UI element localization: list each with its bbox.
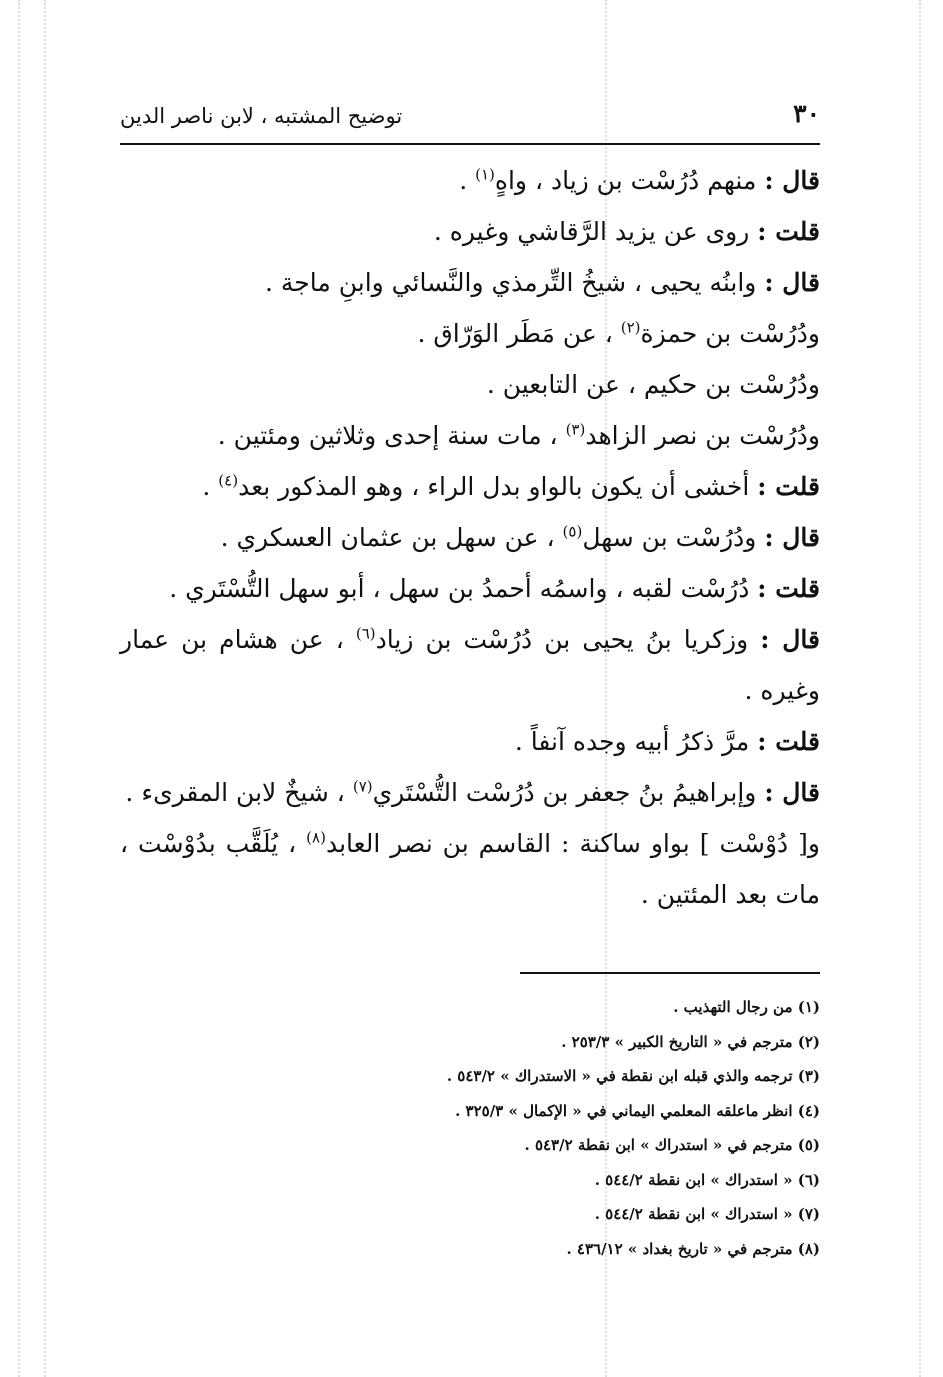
footnote-ref[interactable]: (١) bbox=[475, 165, 495, 184]
line-keyword: قال : bbox=[764, 778, 820, 807]
line-keyword: قلت : bbox=[757, 574, 820, 603]
line-keyword: قال : bbox=[760, 625, 821, 654]
footnote-ref[interactable]: (٨) bbox=[306, 828, 326, 847]
footnote-ref[interactable]: (٥) bbox=[562, 522, 583, 541]
text-line bbox=[120, 155, 820, 206]
line-text: ودُرُسْت بن نصر الزاهد bbox=[585, 421, 820, 450]
footnote-rule bbox=[520, 972, 820, 974]
running-title: توضيح المشتبه ، لابن ناصر الدين bbox=[120, 104, 403, 128]
footnote-ref[interactable]: (٢) bbox=[620, 318, 641, 337]
footnote: (٧) « استدراك » ابن نقطة ٥٤٤/٢ . bbox=[594, 1205, 820, 1223]
footnote-ref[interactable]: (٤) bbox=[218, 471, 239, 490]
text-line bbox=[120, 359, 820, 410]
line-text: ودُرُسْت بن حمزة bbox=[640, 319, 820, 348]
line-keyword: قال : bbox=[764, 523, 820, 552]
line-text: مرَّ ذكرُ أبيه وجده آنفاً . bbox=[514, 727, 750, 756]
text-line bbox=[120, 308, 820, 359]
line-tail: ، يُلَقَّب بدُوْسْت ، مات بعد المئتين . bbox=[120, 829, 820, 909]
text-line bbox=[120, 818, 820, 920]
line-text: منهم دُرُسْت بن زياد ، واهٍ bbox=[494, 166, 757, 195]
footnote: (٤) انظر ماعلقه المعلمي اليماني في « الإكمال » ٣٢٥/٣ . bbox=[455, 1101, 820, 1120]
text-line bbox=[120, 512, 820, 563]
footnote: (٥) مترجم في « استدراك » ابن نقطة ٥٤٣/٢ . bbox=[524, 1136, 820, 1154]
text-line bbox=[120, 410, 820, 461]
text-line bbox=[120, 257, 820, 308]
line-keyword: قلت : bbox=[757, 727, 820, 756]
line-tail: . bbox=[459, 166, 476, 195]
line-tail: ، مات سنة إحدى وثلاثين ومئتين . bbox=[217, 421, 566, 450]
line-text: وإبراهيمُ بنُ جعفر بن دُرُسْت التُّسْتَري bbox=[372, 778, 757, 807]
line-keyword: قلت : bbox=[757, 472, 820, 501]
footnote: (٣) ترجمه والذي قبله ابن نقطة في « الاستدراك » ٥٤٣/٢ . bbox=[446, 1067, 820, 1085]
line-text: أخشى أن يكون بالواو بدل الراء ، وهو المذكور بعد bbox=[238, 472, 750, 501]
scan-dots bbox=[44, 0, 46, 1377]
line-text: و[ دُوْسْت ] بواو ساكنة : القاسم بن نصر العابد bbox=[325, 829, 820, 858]
footnote-ref[interactable]: (٦) bbox=[355, 624, 376, 643]
footnote: (٨) مترجم في « تاريخ بغداد » ٤٣٦/١٢ . bbox=[566, 1239, 820, 1258]
footnote-ref[interactable]: (٣) bbox=[565, 420, 586, 439]
text-line bbox=[120, 767, 820, 818]
line-tail: ، عن مَطَر الوَرّاق . bbox=[417, 319, 621, 348]
line-tail: ، عن هشام بن عمار وغيره . bbox=[120, 625, 820, 705]
line-keyword: قال : bbox=[764, 268, 820, 297]
line-keyword: قلت : bbox=[757, 217, 820, 246]
line-keyword: قال : bbox=[764, 166, 820, 195]
footnote: (٦) « استدراك » ابن نقطة ٥٤٤/٢ . bbox=[594, 1170, 820, 1189]
line-text: دُرُسْت لقبه ، واسمُه أحمدُ بن سهل ، أبو سهل التُّسْتَري . bbox=[169, 574, 750, 603]
text-line bbox=[120, 206, 820, 257]
scan-dots bbox=[18, 0, 20, 1377]
footnote: (٢) مترجم في « التاريخ الكبير » ٢٥٣/٣ . bbox=[561, 1032, 820, 1051]
text-line bbox=[120, 461, 820, 512]
footnote-ref[interactable]: (٧) bbox=[352, 777, 373, 796]
line-tail: ، شيخٌ لابن المقرىء . bbox=[125, 778, 353, 807]
text-line bbox=[120, 614, 820, 716]
footnote: (١) من رجال التهذيب . bbox=[673, 998, 820, 1016]
page-header bbox=[120, 88, 820, 128]
scan-dots bbox=[919, 0, 921, 1377]
text-line bbox=[120, 716, 820, 767]
main-text bbox=[120, 155, 820, 920]
line-tail: ، عن سهل بن عثمان العسكري . bbox=[220, 523, 563, 552]
line-text: وزكريا بنُ يحيى بن دُرُسْت بن زياد bbox=[375, 625, 749, 654]
line-tail: . bbox=[202, 472, 219, 501]
text-line bbox=[120, 563, 820, 614]
line-text: وابنُه يحيى ، شيخُ التِّرمذي والنَّسائي وابنِ ماجة . bbox=[265, 268, 757, 297]
page-number: ٣٠ bbox=[793, 99, 820, 128]
line-text: ودُرُسْت بن حكيم ، عن التابعين . bbox=[486, 370, 820, 399]
line-text: ودُرُسْت بن سهل bbox=[582, 523, 757, 552]
line-text: روى عن يزيد الرَّقاشي وغيره . bbox=[433, 217, 750, 246]
footnotes bbox=[120, 990, 820, 1266]
header-rule bbox=[120, 143, 820, 145]
